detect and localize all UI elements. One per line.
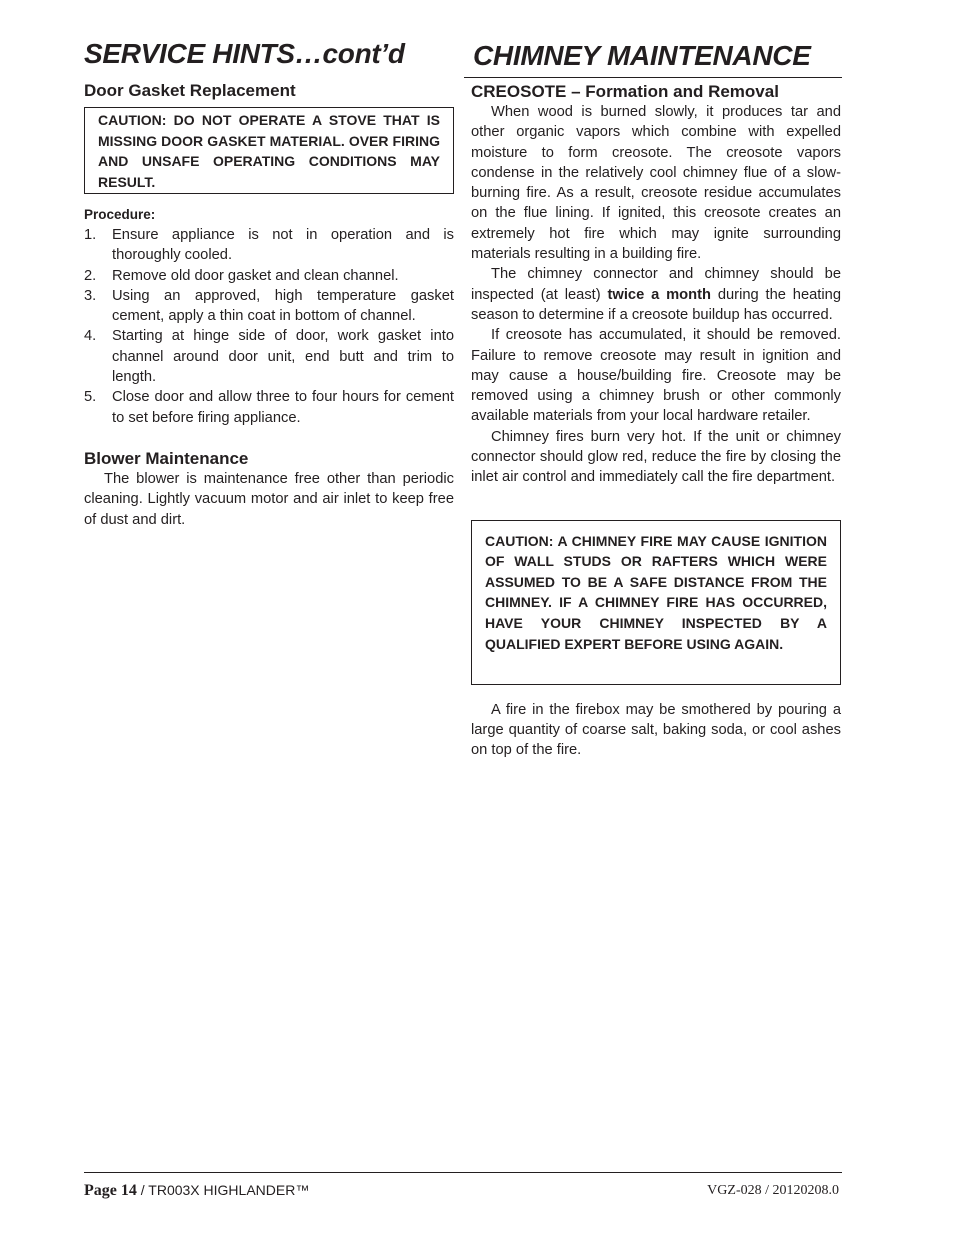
creosote-paragraph-2: The chimney connector and chimney should be inspected (at least) twice a month during the heating season to determine if a creosote buildup has occurred. xyxy=(471,266,841,323)
emphasis-text: twice a month xyxy=(607,286,711,303)
chimney-maintenance-title: CHIMNEY MAINTENANCE xyxy=(473,40,811,71)
procedure-step: 1. Ensure appliance is not in operation and is thoroughly cooled. xyxy=(84,227,454,264)
footer-left xyxy=(84,1182,309,1200)
procedure-list xyxy=(84,225,454,428)
footer-rule xyxy=(84,1172,842,1173)
door-gasket-heading: Door Gasket Replacement xyxy=(84,81,296,100)
creosote-paragraph-3: If creosote has accumulated, it should be removed. Failure to remove creosote may result in ignition and may cause a house/building fire. Creosote may be removed using a chimney brush or other commonly available materials from your local hardware retailer. xyxy=(471,327,841,425)
creosote-paragraph-1: When wood is burned slowly, it produces tar and other organic vapors which combine with expelled moisture to form creosote. The creosote vapors condense in the relatively cool chimney flue of a slow-burning fire. As a result, creosote residue accumulates on the flue lining. If ignited, this creosote creates an extremely hot fire which may ignite surrounding materials resulting in a building fire. xyxy=(471,104,841,263)
right-column xyxy=(471,36,841,761)
left-column xyxy=(84,36,454,530)
procedure-label: Procedure: xyxy=(84,207,156,222)
product-name: / TR003X HIGHLANDER™ xyxy=(136,1182,310,1198)
document-id: VGZ-028 / 20120208.0 xyxy=(707,1183,839,1198)
procedure-step: 2. Remove old door gasket and clean channel. xyxy=(84,267,399,284)
creosote-paragraph-4: Chimney fires burn very hot. If the unit or chimney connector should glow red, reduce the fire by closing the inlet air control and immediately call the fire department. xyxy=(471,428,841,486)
procedure-step: 3. Using an approved, high temperature gasket cement, apply a thin coat in bottom of channel. xyxy=(84,287,454,325)
procedure-step: 5. Close door and allow three to four hours for cement to set before firing appliance. xyxy=(84,389,454,426)
creosote-heading: CREOSOTE – Formation and Removal xyxy=(471,82,779,101)
chimney-fire-caution-box: CAUTION: A CHIMNEY FIRE MAY CAUSE IGNITION OF WALL STUDS OR RAFTERS WHICH WERE ASSUMED TO BE A SAFE DISTANCE FROM THE CHIMNEY. IF A CHIMNEY FIRE HAS OCCURRED, HAVE YOUR CHIMNEY INSPECTED BY A QUALIFIED EXPERT BEFORE USING AGAIN. xyxy=(471,520,841,685)
page-number: Page 14 xyxy=(84,1182,137,1199)
firebox-paragraph: A fire in the firebox may be smothered by pouring a large quantity of coarse salt, baking soda, or cool ashes on top of the fire. xyxy=(471,701,841,759)
service-hints-title: SERVICE HINTS…cont’d xyxy=(84,38,405,69)
blower-maintenance-heading: Blower Maintenance xyxy=(84,448,249,468)
blower-text: The blower is maintenance free other than periodic cleaning. Lightly vacuum motor and air inlet to keep free of dust and dirt. xyxy=(84,470,454,528)
procedure-step: 4. Starting at hinge side of door, work gasket into channel around door unit, end butt and trim to length. xyxy=(84,328,454,386)
gasket-caution-box: CAUTION: DO NOT OPERATE A STOVE THAT IS MISSING DOOR GASKET MATERIAL. OVER FIRING AND UNSAFE OPERATING CONDITIONS MAY RESULT. xyxy=(84,107,454,194)
